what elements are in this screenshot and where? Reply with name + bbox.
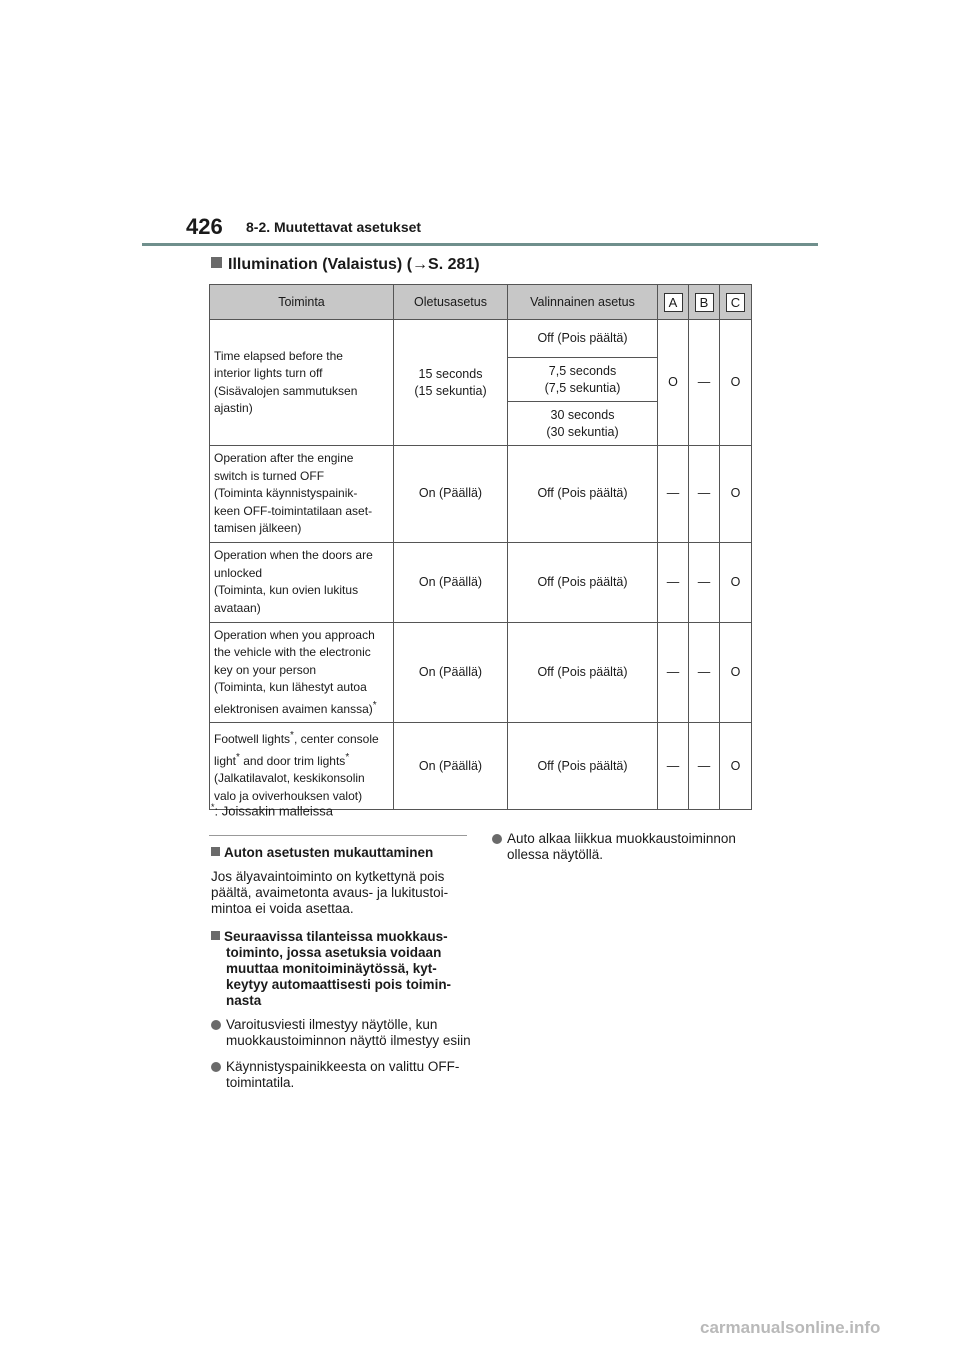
default-cell: On (Päällä) [394, 622, 508, 723]
square-bullet-icon [211, 257, 222, 268]
option-line: (7,5 sekuntia) [544, 380, 621, 395]
function-cell [210, 723, 394, 810]
header-optional: Valinnainen asetus [508, 285, 658, 320]
function-line: tamisen jälkeen) [214, 521, 302, 535]
function-line: , center console [293, 732, 379, 746]
option-cell [508, 320, 658, 358]
function-line: (Jalkatilavalot, keskikonsolin [214, 771, 365, 785]
option-line: (30 sekuntia) [546, 424, 619, 439]
option-line: 7,5 seconds [548, 363, 617, 378]
table-row [210, 446, 752, 543]
default-cell: On (Päällä) [394, 723, 508, 810]
header-c-label: C [726, 293, 745, 312]
function-line: (Toiminta, kun ovien lukitus [214, 583, 359, 597]
function-line: Operation when you approach [214, 627, 375, 642]
function-line: (Sisävalojen sammutuksen [214, 383, 358, 398]
function-line: ajastin) [214, 401, 253, 415]
option-cell: Off (Pois päältä) [508, 446, 658, 543]
default-cell: On (Päällä) [394, 446, 508, 543]
column-divider [209, 835, 467, 836]
left-column [211, 845, 471, 1101]
header-c [720, 285, 752, 320]
header-function: Toiminta [210, 285, 394, 320]
default-line: 15 seconds [418, 366, 483, 381]
table-row [210, 622, 752, 723]
function-line: Time elapsed before the [214, 348, 343, 363]
function-line: valo ja oviverhouksen valot) [214, 788, 363, 803]
sub-heading-text: Auton asetusten mukauttaminen [224, 845, 434, 860]
a-cell: — [658, 622, 689, 723]
paragraph: Jos älyavaintoiminto on kytkettynä pois päältä, avaimetonta avaus- ja lukitustoi-mintoa ei voida asettaa. [211, 869, 449, 916]
option-cell [508, 358, 658, 402]
function-line: interior lights turn off [214, 366, 323, 380]
square-bullet-icon [211, 847, 220, 856]
default-cell: On (Päällä) [394, 542, 508, 622]
function-line: key on your person [214, 662, 317, 677]
c-cell: O [720, 622, 752, 723]
watermark: carmanualsonline.info [700, 1318, 881, 1337]
asterisk-footnote-mark: * [372, 699, 377, 711]
function-line: the vehicle with the electronic [214, 645, 371, 659]
bullet-dot-icon [492, 834, 502, 844]
header-default: Oletusasetus [394, 285, 508, 320]
table-row [210, 723, 752, 810]
function-line: keen OFF-toimintatilaan aset- [214, 503, 373, 518]
a-cell: O [658, 320, 689, 446]
asterisk-footnote-mark: * [345, 751, 350, 763]
option-cell: Off (Pois päältä) [508, 542, 658, 622]
bullet-item [211, 1017, 471, 1049]
a-cell: — [658, 542, 689, 622]
chapter-title: 8-2. Muutettavat asetukset [246, 219, 422, 235]
function-line: elektronisen avaimen kanssa) [214, 701, 373, 716]
function-line: light [214, 753, 237, 768]
c-cell: O [720, 542, 752, 622]
function-cell [210, 622, 394, 723]
asterisk-footnote-mark: * [236, 751, 240, 763]
bullet-text: Käynnistyspainikkeesta on valittu OFF-toimintatila. [226, 1059, 460, 1090]
function-cell [210, 542, 394, 622]
header-b-label: B [695, 293, 714, 312]
option-line: 30 seconds [550, 407, 615, 422]
c-cell: O [720, 446, 752, 543]
bullet-text: Varoitusviesti ilmestyy näytölle, kun muokkaustoiminnon näyttö ilmestyy esiin [226, 1017, 471, 1048]
function-line: switch is turned OFF [214, 468, 325, 483]
a-cell: — [658, 723, 689, 810]
default-cell [394, 320, 508, 446]
bullet-item [211, 1059, 471, 1091]
asterisk-footnote-mark: * [290, 730, 294, 741]
function-line: Footwell lights [214, 732, 291, 746]
function-cell [210, 446, 394, 543]
function-line: Operation when the doors are [214, 548, 373, 562]
table-header-row [210, 285, 752, 320]
b-cell: — [689, 320, 720, 446]
c-cell: O [720, 320, 752, 446]
table-row [210, 320, 752, 358]
footnote-text: : Joissakin malleissa [214, 803, 334, 819]
section-title-text: Illumination (Valaistus) (→S. 281) [228, 256, 480, 273]
header-rule [142, 243, 818, 246]
function-line: avataan) [214, 600, 261, 615]
b-cell: — [689, 622, 720, 723]
function-line: unlocked [214, 565, 263, 580]
settings-table [209, 284, 752, 810]
header-b [689, 285, 720, 320]
b-cell: — [689, 446, 720, 543]
b-cell: — [689, 542, 720, 622]
function-line: Operation after the engine [214, 451, 354, 465]
function-line: (Toiminta käynnistyspainik- [214, 486, 358, 500]
section-title [211, 256, 480, 274]
footnote-mark: * [211, 802, 215, 812]
a-cell: — [658, 446, 689, 543]
function-line: and door trim lights [239, 753, 346, 768]
option-cell: Off (Pois päältä) [508, 723, 658, 810]
function-line: (Toiminta, kun lähestyt autoa [214, 680, 367, 694]
header-a [658, 285, 689, 320]
sub-heading-text: Seuraavissa tilanteissa muokkaus-toiminto, jossa asetuksia voidaan muuttaa monitoiminäytössä, kyt-keytyy automaattisesti pois toimin-nasta [224, 929, 452, 1008]
function-cell [210, 320, 394, 446]
option-line: Off (Pois päältä) [537, 331, 628, 345]
bullet-item [492, 831, 754, 863]
sub-heading [211, 845, 471, 861]
square-bullet-icon [211, 931, 220, 940]
option-cell [508, 402, 658, 446]
bullet-text: Auto alkaa liikkua muokkaustoiminnon ollessa näytöllä. [507, 831, 736, 862]
header-a-label: A [664, 293, 683, 312]
bullet-dot-icon [211, 1020, 221, 1030]
default-line: (15 sekuntia) [414, 383, 487, 398]
b-cell: — [689, 723, 720, 810]
bullet-dot-icon [211, 1062, 221, 1072]
footnote [211, 802, 333, 818]
option-cell: Off (Pois päältä) [508, 622, 658, 723]
right-column [492, 831, 754, 873]
sub-heading [211, 929, 471, 1009]
page-number: 426 [186, 214, 223, 239]
table-row [210, 542, 752, 622]
c-cell: O [720, 723, 752, 810]
